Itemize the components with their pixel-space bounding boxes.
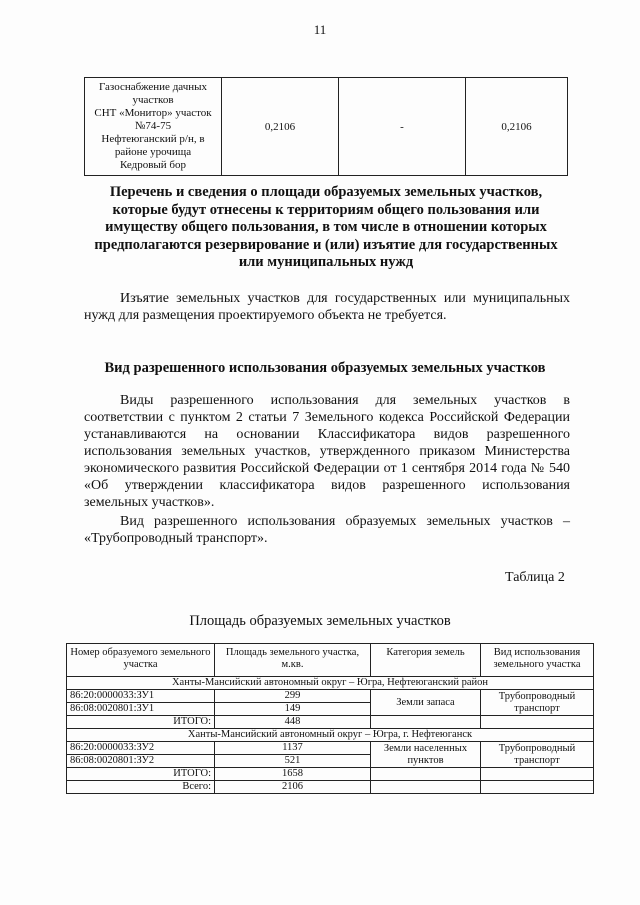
column-header: Вид использования земельного участка	[481, 644, 594, 677]
table-header-row	[67, 644, 594, 677]
empty-cell	[371, 716, 481, 729]
parcel-area: 299	[215, 690, 371, 703]
region-name: Ханты-Мансийский автономный округ – Югра, Нефтеюганский район	[67, 677, 594, 690]
parcel-area: 521	[215, 755, 371, 768]
column-header: Категория земель	[371, 644, 481, 677]
subtotal-row	[67, 768, 594, 781]
paragraph-classifier: Виды разрешенного использования для земельных участков в соответствии с пунктом 2 статьи 7 Земельного кодекса Российской Федерации устанавливаются на основании Классификатора видов разрешенного использования земельных участков, утвержденного приказом Министерства экономического развития Российской Федерации от 1 сентября 2014 года № 540 «Об утверждении классификатора видов разрешенного использования земельных участков».	[84, 393, 570, 510]
paragraph-permitted-use: Вид разрешенного использования образуемых земельных участков – «Трубопроводный транспорт».	[84, 514, 570, 546]
parcel-area: 149	[215, 703, 371, 716]
subtotal-value: 448	[215, 716, 371, 729]
subtotal-row	[67, 716, 594, 729]
column-header: Площадь земельного участка, м.кв.	[215, 644, 371, 677]
empty-cell	[481, 781, 594, 794]
parcel-id: 86:08:0020801:ЗУ2	[67, 755, 215, 768]
table-caption: Площадь образуемых земельных участков	[189, 613, 451, 629]
section-heading-public-lands: Перечень и сведения о площади образуемых земельных участков, которые будут отнесены к территориям общего пользования или имуществу общего пользования, в том числе в отношении которых предполагаются резервирование и (или) изъятие для государственных или муниципальных нужд	[94, 184, 558, 270]
area-table	[66, 643, 594, 794]
value-cell: 0,2106	[466, 78, 568, 176]
object-name-line: СНТ «Монитор» участок	[94, 107, 212, 119]
table-row	[67, 690, 594, 703]
parcel-id: 86:08:0020801:ЗУ1	[67, 703, 215, 716]
gas-supply-table	[84, 77, 568, 176]
land-category: Земли запаса	[371, 690, 481, 716]
parcel-id: 86:20:0000033:ЗУ1	[67, 690, 215, 703]
grand-total-row	[67, 781, 594, 794]
region-name: Ханты-Мансийский автономный округ – Югра, г. Нефтеюганск	[67, 729, 594, 742]
land-use: Трубопроводный транспорт	[481, 690, 594, 716]
column-header: Номер образуемого земельного участка	[67, 644, 215, 677]
table-row	[67, 742, 594, 755]
empty-cell	[371, 781, 481, 794]
object-name-line: №74-75	[134, 120, 172, 132]
object-name-line: Газоснабжение дачных	[98, 81, 208, 93]
grand-total-value: 2106	[215, 781, 371, 794]
empty-cell	[481, 716, 594, 729]
land-use: Трубопроводный транспорт	[481, 742, 594, 768]
object-name-line: Нефтеюганский р/н, в	[101, 133, 205, 145]
grand-total-label: Всего:	[67, 781, 215, 794]
subtotal-label: ИТОГО:	[67, 768, 215, 781]
object-name-line: Кедровый бор	[119, 159, 187, 171]
paragraph-seizure: Изъятие земельных участков для государственных или муниципальных нужд для размещения проектируемого объекта не требуется.	[84, 291, 570, 323]
parcel-area: 1137	[215, 742, 371, 755]
table-row	[85, 78, 568, 176]
object-name-line: участков	[132, 94, 174, 106]
value-cell: 0,2106	[222, 78, 339, 176]
object-name-cell	[85, 78, 222, 176]
page-number: 11	[313, 22, 327, 37]
value-cell: -	[339, 78, 466, 176]
region-row	[67, 729, 594, 742]
empty-cell	[371, 768, 481, 781]
parcel-id: 86:20:0000033:ЗУ2	[67, 742, 215, 755]
section-heading-permitted-use: Вид разрешенного использования образуемых земельных участков	[104, 360, 546, 376]
object-name-line: районе урочища	[114, 146, 192, 158]
table-label: Таблица 2	[505, 570, 565, 585]
subtotal-label: ИТОГО:	[67, 716, 215, 729]
land-category: Земли населенных пунктов	[371, 742, 481, 768]
subtotal-value: 1658	[215, 768, 371, 781]
region-row	[67, 677, 594, 690]
empty-cell	[481, 768, 594, 781]
